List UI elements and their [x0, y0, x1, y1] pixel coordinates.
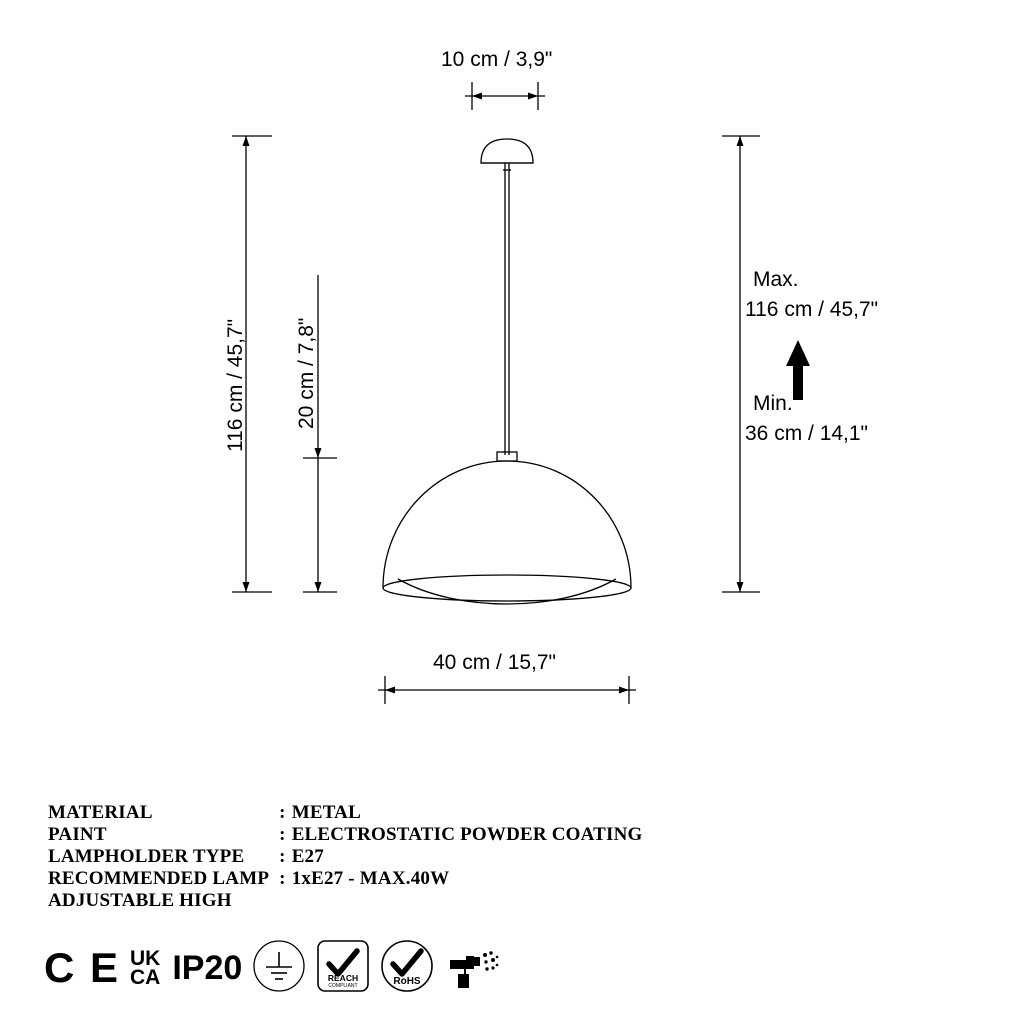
spec-value: 1xE27 - MAX.40W — [291, 868, 450, 889]
svg-text:REACH: REACH — [328, 972, 359, 983]
dim-min-value: 36 cm / 14,1" — [745, 422, 869, 445]
table-row — [48, 891, 643, 913]
ip-rating-label: IP20 — [172, 949, 243, 987]
spec-value — [292, 891, 643, 913]
spray-gun-icon — [444, 938, 500, 999]
dim-min-label: Min. — [753, 392, 793, 415]
spec-value: E27 — [291, 846, 324, 867]
dim-shade-height-label: 20 cm / 7,8" — [295, 317, 318, 429]
ukca-line-2: CA — [130, 966, 161, 989]
spec-key: RECOMMENDED LAMP — [48, 868, 270, 889]
spec-key: ADJUSTABLE HIGH — [48, 890, 232, 911]
rohs-icon — [380, 939, 434, 998]
dim-max-label: Max. — [753, 268, 799, 291]
spec-separator: : — [279, 824, 286, 845]
dim-max-value: 116 cm / 45,7" — [745, 298, 879, 321]
certification-badge-row — [44, 940, 500, 996]
table-row — [48, 847, 643, 869]
ce-mark-icon: C E — [44, 944, 121, 991]
ukca-line-1: UK — [130, 947, 161, 970]
spec-key: LAMPHOLDER TYPE — [48, 846, 245, 867]
dim-total-height-label: 116 cm / 45,7" — [224, 318, 247, 452]
dim-top-width-label: 10 cm / 3,9" — [441, 48, 553, 71]
spec-separator: : — [279, 868, 286, 889]
table-row — [48, 803, 643, 825]
earth-ground-icon — [252, 939, 306, 998]
svg-text:COMPLIANT: COMPLIANT — [328, 982, 358, 989]
table-row — [48, 869, 643, 891]
ukca-mark-icon — [130, 949, 160, 987]
dim-shade-width-label: 40 cm / 15,7" — [433, 651, 557, 674]
table-row — [48, 825, 643, 847]
svg-text:RoHS: RoHS — [393, 975, 421, 987]
reach-compliant-icon — [316, 939, 370, 998]
spec-value: METAL — [291, 802, 361, 823]
spec-key: PAINT — [48, 824, 107, 845]
spec-key: MATERIAL — [48, 802, 153, 823]
spec-separator: : — [279, 802, 286, 823]
spec-separator — [279, 891, 292, 913]
spec-value: ELECTROSTATIC POWDER COATING — [291, 824, 643, 845]
specification-table — [48, 803, 643, 913]
spec-separator: : — [279, 846, 286, 867]
